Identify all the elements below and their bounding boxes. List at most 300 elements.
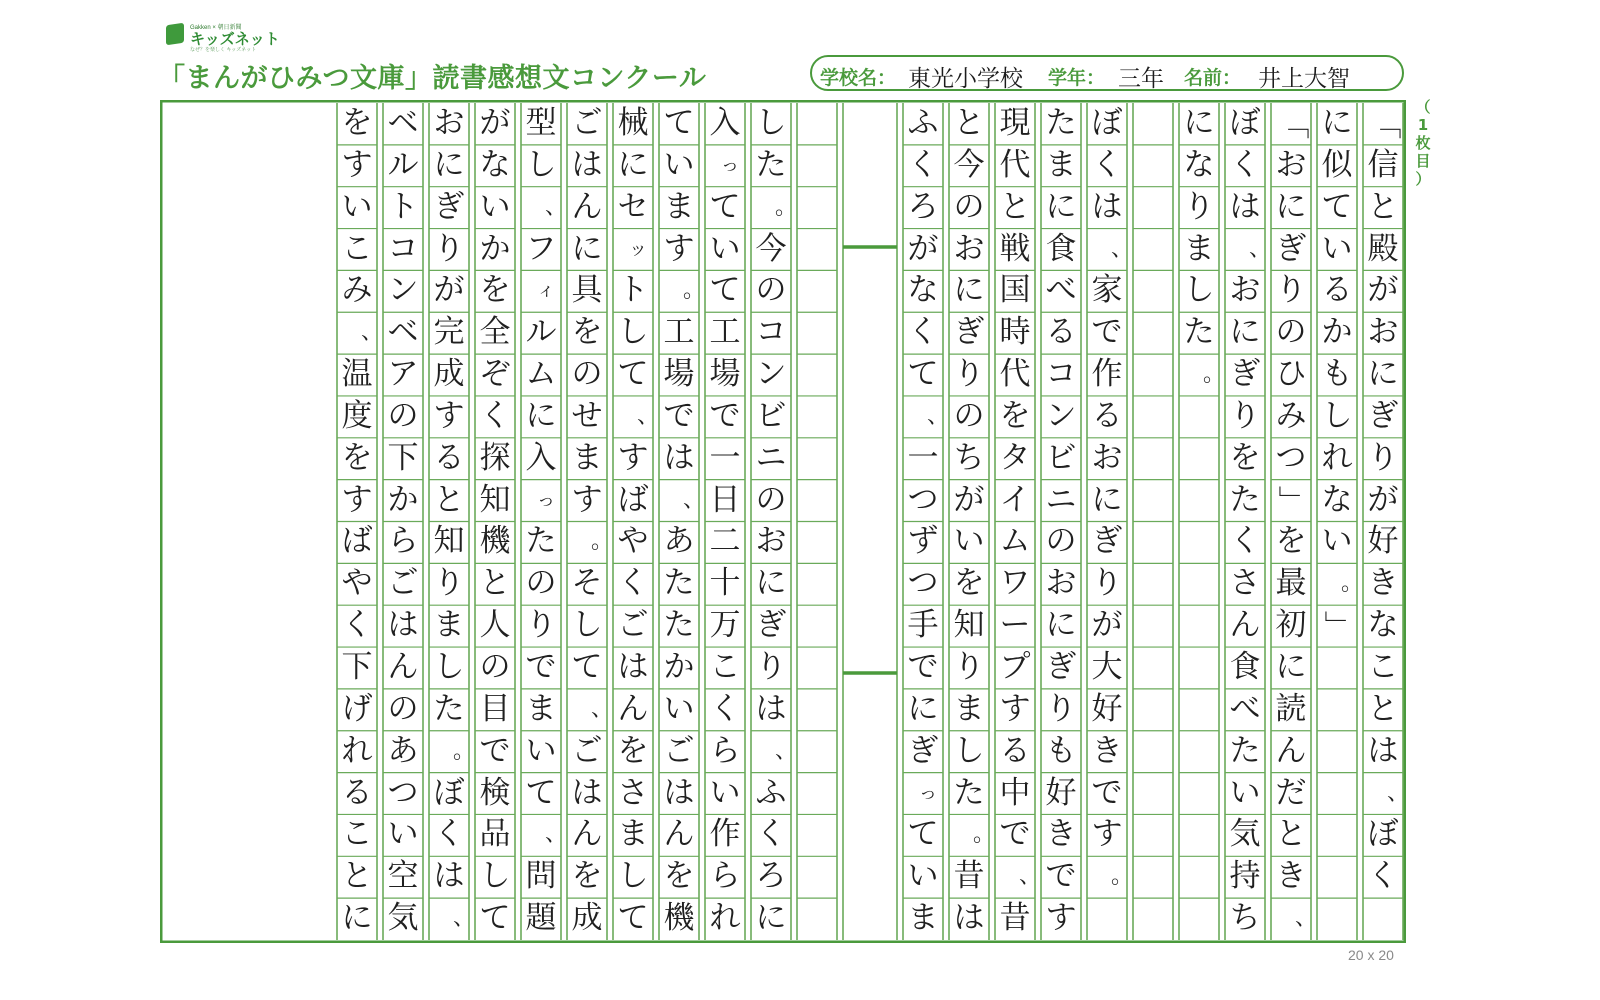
manuscript-grid: [160, 100, 1410, 943]
manuscript-cell: 、: [927, 403, 950, 429]
manuscript-cell: [1179, 731, 1219, 773]
manuscript-cell: い: [341, 188, 373, 225]
manuscript-cell: が: [1367, 481, 1399, 518]
manuscript-cell: 一: [907, 439, 939, 476]
manuscript-cell: っ: [919, 782, 937, 804]
manuscript-cell: ち: [1229, 900, 1261, 937]
manuscript-cell: お: [1229, 272, 1261, 309]
manuscript-cell: や: [341, 565, 373, 602]
manuscript-cell: 似: [1321, 146, 1353, 183]
manuscript-cell: ぎ: [1045, 648, 1077, 685]
manuscript-cell: 全: [479, 314, 511, 351]
manuscript-column: [949, 103, 996, 940]
manuscript-cell: 人: [479, 607, 511, 644]
manuscript-cell: す: [1091, 816, 1123, 853]
manuscript-cell: 好: [1045, 774, 1077, 811]
manuscript-cell: 「: [1273, 108, 1310, 140]
manuscript-cell: の: [387, 397, 419, 434]
manuscript-cell: 空: [387, 858, 419, 895]
manuscript-cell: し: [1183, 272, 1215, 309]
manuscript-cell: し: [479, 858, 511, 895]
manuscript-cell: 「: [1365, 108, 1402, 140]
manuscript-column: [337, 103, 384, 940]
manuscript-cell: [1133, 814, 1173, 856]
manuscript-cell: ア: [387, 356, 419, 393]
manuscript-cell: て: [709, 188, 741, 225]
manuscript-cell: 代: [999, 146, 1031, 183]
page-marker: [1412, 98, 1434, 188]
manuscript-cell: 食: [1045, 230, 1077, 267]
manuscript-cell: 械: [617, 105, 649, 141]
manuscript-cell: [1179, 856, 1219, 898]
manuscript-cell: は: [953, 900, 985, 937]
manuscript-cell: ろ: [755, 858, 787, 895]
manuscript-cell: コ: [755, 314, 787, 351]
manuscript-cell: ず: [907, 523, 939, 560]
manuscript-cell: く: [433, 816, 465, 853]
manuscript-cell: し: [571, 607, 603, 644]
manuscript-cell: ル: [387, 146, 419, 183]
manuscript-cell: く: [1367, 858, 1399, 895]
manuscript-cell: た: [433, 690, 465, 727]
grid-size-label: 20 x 20: [1348, 947, 1394, 963]
manuscript-cell: 戦: [999, 230, 1031, 267]
manuscript-cell: ワ: [999, 565, 1031, 602]
manuscript-cell: 。: [1111, 864, 1134, 890]
manuscript-cell: て: [525, 774, 557, 811]
manuscript-cell: な: [479, 146, 511, 183]
manuscript-cell: [1133, 605, 1173, 647]
manuscript-cell: た: [1229, 732, 1261, 769]
manuscript-cell: 十: [709, 565, 741, 602]
manuscript-cell: い: [907, 858, 939, 895]
manuscript-cell: [1179, 898, 1219, 940]
manuscript-cell: っ: [537, 489, 555, 511]
manuscript-cell: [1133, 354, 1173, 396]
manuscript-cell: て: [479, 900, 511, 937]
manuscript-cell: い: [1321, 523, 1353, 560]
manuscript-cell: に: [617, 146, 649, 183]
manuscript-cell: た: [1183, 314, 1215, 351]
manuscript-cell: そ: [571, 565, 603, 602]
manuscript-cell: 気: [1229, 816, 1261, 853]
manuscript-cell: る: [433, 439, 465, 476]
manuscript-cell: の: [525, 565, 557, 602]
manuscript-cell: [1133, 689, 1173, 731]
manuscript-column: [1087, 103, 1134, 940]
manuscript-cell: を: [1229, 439, 1261, 476]
manuscript-cell: [1087, 898, 1127, 940]
manuscript-cell: く: [709, 690, 741, 727]
manuscript-cell: 入: [709, 105, 741, 141]
manuscript-cell: [1179, 814, 1219, 856]
manuscript-cell: し: [617, 858, 649, 895]
manuscript-cell: ン: [755, 356, 787, 393]
manuscript-cell: を: [341, 439, 373, 476]
manuscript-cell: で: [525, 648, 557, 685]
manuscript-column: [521, 103, 568, 940]
manuscript-cell: 場: [709, 356, 741, 393]
manuscript-cell: ベ: [387, 105, 419, 141]
manuscript-cell: 、: [683, 487, 706, 513]
manuscript-cell: か: [387, 481, 419, 518]
manuscript-cell: 型: [525, 105, 557, 141]
manuscript-cell: 工: [663, 314, 695, 351]
manuscript-cell: こ: [1367, 648, 1399, 685]
manuscript-column: [475, 103, 515, 940]
manuscript-cell: [1179, 396, 1219, 438]
manuscript-cell: [797, 145, 837, 187]
manuscript-cell: ッ: [629, 238, 647, 260]
manuscript-cell: ら: [387, 523, 419, 560]
manuscript-cell: を: [953, 565, 985, 602]
grade-label: 学年：: [1048, 67, 1106, 89]
manuscript-cell: に: [1275, 648, 1307, 685]
manuscript-cell: フ: [525, 230, 557, 267]
manuscript-cell: と: [999, 188, 1031, 225]
manuscript-cell: い: [525, 732, 557, 769]
manuscript-cell: ぼ: [1367, 816, 1399, 853]
manuscript-cell: に: [571, 230, 603, 267]
school-label: 学校名：: [820, 67, 897, 89]
manuscript-column: [797, 103, 837, 940]
manuscript-cell: ふ: [755, 774, 787, 811]
manuscript-cell: ぼ: [1229, 105, 1261, 141]
manuscript-cell: さ: [1229, 565, 1261, 602]
manuscript-column: [903, 103, 950, 940]
manuscript-cell: 大: [1091, 648, 1123, 685]
manuscript-cell: は: [1367, 732, 1399, 769]
manuscript-cell: [797, 647, 837, 689]
manuscript-cell: ん: [1229, 607, 1261, 644]
manuscript-cell: ま: [433, 607, 465, 644]
manuscript-cell: ん: [387, 648, 419, 685]
manuscript-cell: 好: [1091, 690, 1123, 727]
manuscript-cell: ま: [907, 900, 939, 937]
manuscript-cell: 品: [479, 816, 511, 853]
manuscript-cell: に: [953, 272, 985, 309]
manuscript-cell: く: [479, 397, 511, 434]
manuscript-cell: お: [755, 523, 787, 560]
manuscript-cell: を: [479, 272, 511, 309]
manuscript-cell: [1179, 438, 1219, 480]
manuscript-cell: ら: [709, 858, 741, 895]
manuscript-cell: あ: [387, 732, 419, 769]
manuscript-cell: で: [1091, 314, 1123, 351]
manuscript-cell: 、: [545, 822, 568, 848]
manuscript-cell: 知: [953, 607, 985, 644]
manuscript-cell: [1179, 480, 1219, 522]
manuscript-cell: ト: [387, 188, 419, 225]
manuscript-cell: 今: [953, 146, 985, 183]
manuscript-cell: つ: [907, 481, 939, 518]
manuscript-cell: ー: [999, 607, 1031, 644]
manuscript-cell: 代: [999, 356, 1031, 393]
manuscript-cell: な: [907, 272, 939, 309]
manuscript-cell: と: [479, 565, 511, 602]
manuscript-column: [705, 103, 745, 940]
manuscript-cell: 知: [433, 523, 465, 560]
manuscript-cell: に: [1321, 105, 1353, 141]
manuscript-cell: て: [907, 816, 939, 853]
manuscript-cell: は: [663, 774, 695, 811]
manuscript-cell: た: [755, 146, 787, 183]
manuscript-cell: ふ: [907, 105, 939, 141]
manuscript-cell: 作: [709, 816, 741, 853]
manuscript-cell: に: [755, 565, 787, 602]
manuscript-cell: 殿: [1367, 230, 1399, 267]
manuscript-cell: の: [953, 188, 985, 225]
manuscript-cell: た: [1229, 481, 1261, 518]
manuscript-cell: り: [1183, 188, 1215, 225]
manuscript-cell: こ: [341, 230, 373, 267]
manuscript-cell: 。: [683, 278, 706, 304]
manuscript-cell: ト: [617, 272, 649, 309]
manuscript-cell: 下: [387, 439, 419, 476]
manuscript-cell: み: [341, 272, 373, 309]
manuscript-cell: で: [907, 648, 939, 685]
manuscript-cell: [1133, 773, 1173, 815]
manuscript-cell: に: [1091, 481, 1123, 518]
manuscript-cell: [797, 898, 837, 940]
manuscript-cell: ば: [617, 481, 649, 518]
manuscript-cell: [1179, 563, 1219, 605]
manuscript-cell: コ: [1045, 356, 1077, 393]
manuscript-cell: ぎ: [1091, 523, 1123, 560]
manuscript-cell: で: [663, 397, 695, 434]
manuscript-cell: ご: [387, 565, 419, 602]
manuscript-cell: ろ: [907, 188, 939, 225]
manuscript-cell: 昔: [953, 858, 985, 895]
manuscript-cell: ム: [999, 523, 1031, 560]
manuscript-cell: ニ: [1045, 481, 1077, 518]
manuscript-column: [659, 103, 706, 940]
manuscript-cell: っ: [721, 154, 739, 176]
manuscript-cell: ば: [341, 523, 373, 560]
manuscript-column: [567, 103, 614, 940]
manuscript-cell: [1133, 856, 1173, 898]
manuscript-cell: り: [953, 356, 985, 393]
manuscript-cell: 二: [709, 523, 741, 560]
manuscript-cell: お: [1091, 439, 1123, 476]
manuscript-cell: に: [1045, 607, 1077, 644]
manuscript-cell: が: [907, 230, 939, 267]
manuscript-cell: [1133, 187, 1173, 229]
manuscript-cell: [1133, 563, 1173, 605]
manuscript-cell: で: [999, 816, 1031, 853]
name-value: 井上大智: [1258, 66, 1350, 92]
manuscript-cell: は: [1091, 188, 1123, 225]
manuscript-cell: も: [1045, 732, 1077, 769]
manuscript-cell: く: [907, 314, 939, 351]
manuscript-cell: [797, 354, 837, 396]
manuscript-cell: [1133, 438, 1173, 480]
manuscript-cell: [797, 521, 837, 563]
manuscript-cell: に: [755, 900, 787, 937]
manuscript-cell: み: [1275, 397, 1307, 434]
manuscript-cell: タ: [999, 439, 1031, 476]
manuscript-cell: ん: [663, 816, 695, 853]
manuscript-column: [1041, 103, 1081, 940]
manuscript-cell: ぎ: [907, 732, 939, 769]
manuscript-cell: ん: [1275, 732, 1307, 769]
manuscript-cell: ぎ: [433, 188, 465, 225]
manuscript-cell: [1317, 773, 1357, 815]
manuscript-cell: く: [1229, 523, 1261, 560]
manuscript-cell: 具: [571, 272, 603, 309]
manuscript-cell: る: [1045, 314, 1077, 351]
manuscript-cell: を: [571, 858, 603, 895]
manuscript-cell: い: [663, 146, 695, 183]
manuscript-cell: ル: [525, 314, 557, 351]
manuscript-cell: 。: [591, 529, 614, 555]
manuscript-cell: 国: [999, 272, 1031, 309]
manuscript-cell: に: [525, 397, 557, 434]
manuscript-cell: と: [1367, 690, 1399, 727]
manuscript-cell: ぞ: [479, 356, 511, 393]
manuscript-cell: 、: [1387, 780, 1410, 806]
manuscript-cell: 一: [709, 439, 741, 476]
manuscript-cell: 現: [999, 105, 1031, 141]
manuscript-column: [1363, 103, 1410, 940]
manuscript-cell: り: [1275, 272, 1307, 309]
manuscript-column: [751, 103, 798, 940]
manuscript-cell: 持: [1229, 858, 1261, 895]
manuscript-cell: し: [525, 146, 557, 183]
manuscript-cell: ベ: [387, 314, 419, 351]
manuscript-cell: て: [907, 356, 939, 393]
manuscript-cell: に: [1229, 314, 1261, 351]
manuscript-cell: ま: [953, 690, 985, 727]
manuscript-cell: て: [617, 356, 649, 393]
manuscript-column: [1133, 103, 1173, 940]
manuscript-cell: ぎ: [1367, 397, 1399, 434]
logo-brand: キッズネット: [190, 30, 280, 48]
manuscript-cell: す: [433, 397, 465, 434]
manuscript-cell: ぼ: [433, 774, 465, 811]
manuscript-cell: し: [433, 648, 465, 685]
manuscript-cell: は: [571, 774, 603, 811]
manuscript-cell: ま: [571, 439, 603, 476]
manuscript-cell: つ: [1275, 439, 1307, 476]
manuscript-cell: [797, 731, 837, 773]
manuscript-cell: 温: [341, 356, 373, 393]
manuscript-cell: 場: [663, 356, 695, 393]
manuscript-cell: 気: [387, 900, 419, 937]
manuscript-cell: [1133, 480, 1173, 522]
manuscript-cell: す: [663, 230, 695, 267]
manuscript-cell: に: [341, 900, 373, 937]
manuscript-cell: り: [433, 565, 465, 602]
manuscript-cell: な: [1183, 146, 1215, 183]
manuscript-cell: り: [953, 648, 985, 685]
manuscript-cell: で: [1091, 774, 1123, 811]
manuscript-cell: 。: [1341, 571, 1364, 597]
manuscript-cell: [1133, 145, 1173, 187]
manuscript-cell: い: [709, 774, 741, 811]
manuscript-cell: き: [1045, 816, 1077, 853]
manuscript-cell: ニ: [755, 439, 787, 476]
manuscript-cell: ぎ: [1275, 230, 1307, 267]
manuscript-cell: [1317, 814, 1357, 856]
manuscript-cell: く: [1091, 146, 1123, 183]
manuscript-cell: す: [999, 690, 1031, 727]
manuscript-cell: ビ: [755, 397, 787, 434]
manuscript-cell: コ: [387, 230, 419, 267]
manuscript-cell: す: [617, 439, 649, 476]
manuscript-cell: た: [663, 565, 695, 602]
manuscript-cell: く: [755, 816, 787, 853]
manuscript-cell: [797, 480, 837, 522]
name-label: 名前：: [1184, 67, 1242, 89]
manuscript-cell: 信: [1367, 146, 1399, 183]
manuscript-cell: 初: [1275, 607, 1307, 644]
manuscript-cell: [1133, 898, 1173, 940]
manuscript-cell: し: [953, 732, 985, 769]
page-marker-char: 枚: [1415, 134, 1431, 152]
manuscript-cell: く: [907, 146, 939, 183]
manuscript-cell: 」: [1273, 485, 1310, 517]
manuscript-cell: [1317, 647, 1357, 689]
manuscript-cell: [1133, 521, 1173, 563]
manuscript-cell: を: [617, 732, 649, 769]
manuscript-cell: ご: [663, 732, 695, 769]
manuscript-cell: が: [1367, 272, 1399, 309]
manuscript-cell: [1179, 773, 1219, 815]
manuscript-cell: で: [479, 732, 511, 769]
manuscript-column: [383, 103, 423, 940]
manuscript-cell: 。: [775, 194, 798, 220]
manuscript-cell: が: [479, 105, 511, 141]
manuscript-cell: し: [755, 105, 787, 141]
manuscript-cell: に: [1045, 188, 1077, 225]
manuscript-cell: て: [663, 105, 695, 141]
manuscript-cell: [797, 856, 837, 898]
manuscript-cell: 検: [479, 774, 511, 811]
manuscript-cell: [797, 187, 837, 229]
manuscript-cell: ひ: [1275, 356, 1307, 393]
manuscript-cell: ま: [1183, 230, 1215, 267]
manuscript-cell: の: [1045, 523, 1077, 560]
manuscript-cell: 好: [1367, 523, 1399, 560]
manuscript-cell: は: [571, 146, 603, 183]
manuscript-cell: を: [571, 314, 603, 351]
manuscript-cell: ン: [387, 272, 419, 309]
manuscript-cell: い: [709, 230, 741, 267]
manuscript-column: [995, 103, 1042, 940]
manuscript-cell: [1133, 103, 1173, 145]
manuscript-cell: き: [1275, 858, 1307, 895]
manuscript-cell: [1133, 396, 1173, 438]
manuscript-cell: [797, 773, 837, 815]
manuscript-cell: 、: [1111, 236, 1134, 262]
manuscript-cell: 工: [709, 314, 741, 351]
manuscript-cell: 昔: [999, 900, 1031, 937]
manuscript-cell: 作: [1091, 356, 1123, 393]
manuscript-cell: と: [1275, 816, 1307, 853]
manuscript-cell: 中: [999, 774, 1031, 811]
manuscript-cell: [797, 563, 837, 605]
manuscript-cell: と: [433, 481, 465, 518]
manuscript-cell: こ: [341, 816, 373, 853]
manuscript-cell: が: [953, 481, 985, 518]
manuscript-cell: つ: [387, 774, 419, 811]
manuscript-cell: に: [433, 146, 465, 183]
manuscript-cell: [1179, 521, 1219, 563]
manuscript-cell: [797, 229, 837, 271]
manuscript-cell: ん: [571, 816, 603, 853]
manuscript-cell: が: [1091, 607, 1123, 644]
